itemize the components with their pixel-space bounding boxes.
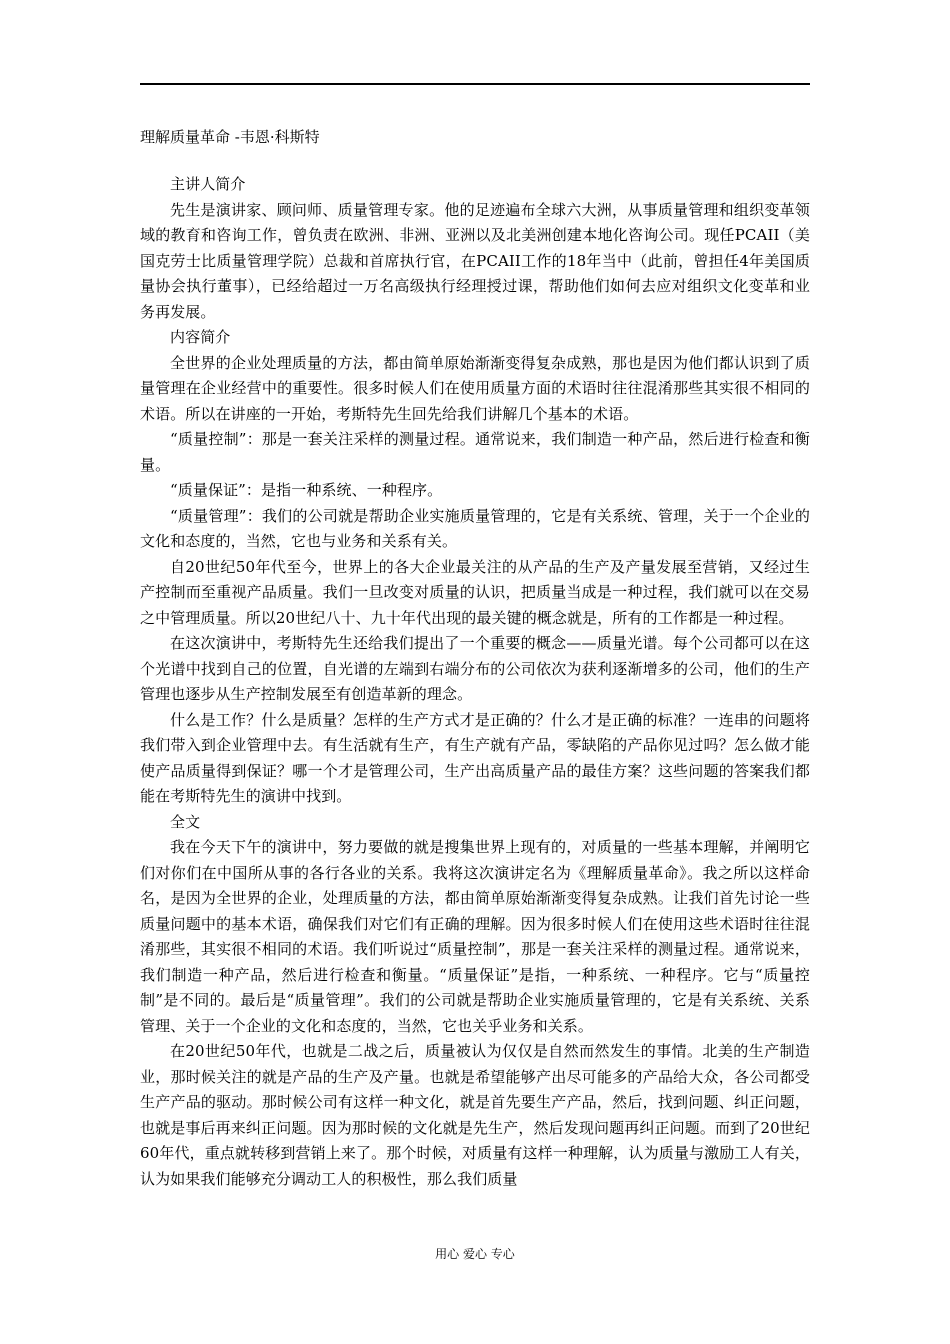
paragraph: “质量控制”：那是一套关注采样的测量过程。通常说来，我们制造一种产品，然后进行检查和衡量。 (140, 430, 810, 474)
document-body (140, 172, 810, 1192)
section-heading: 内容简介 (170, 328, 231, 346)
paragraph: 全世界的企业处理质量的方法，都由简单原始渐渐变得复杂成熟，那也是因为他们都认识到了质量管理在企业经营中的重要性。很多时候人们在使用质量方面的术语时往往混淆那些其实很不相同的术语。所以在讲座的一开始，考斯特先生回先给我们讲解几个基本的术语。 (140, 353, 810, 423)
document-title: 理解质量革命 -韦恩·科斯特 (140, 128, 320, 146)
paragraph: 在这次演讲中，考斯特先生还给我们提出了一个重要的概念——质量光谱。每个公司都可以在这个光谱中找到自己的位置，自光谱的左端到右端分布的公司依次为获利逐渐增多的公司，他们的生产管理也逐步从生产控制发展至有创造革新的理念。 (140, 634, 810, 703)
header-rule (140, 83, 810, 85)
paragraph: 在20世纪50年代，也就是二战之后，质量被认为仅仅是自然而然发生的事情。北美的生产制造业，那时候关注的就是产品的生产及产量。也就是希望能够产出尽可能多的产品给大众，各公司都受生产产品的驱动。那时候公司有这样一种文化，就是首先要生产产品，然后，找到问题、纠正问题，也就是事后再来纠正问题。因为那时候的文化就是先生产，然后发现问题再纠正问题。而到了20世纪60年代，重点就转移到营销上来了。那个时候，对质量有这样一种理解，认为质量与激励工人有关，认为如果我们能够充分调动工人的积极性，那么我们质量 (140, 1042, 810, 1188)
section-heading: 主讲人简介 (170, 175, 246, 193)
paragraph: 先生是演讲家、顾问师、质量管理专家。他的足迹遍布全球六大洲，从事质量管理和组织变革领域的教育和咨询工作，曾负责在欧洲、非洲、亚洲以及北美洲创建本地化咨询公司。现任PCAII（美国克劳士比质量管理学院）总裁和首席执行官，在PCAII工作的18年当中（此前，曾担任4年美国质量协会执行董事），已经给超过一万名高级执行经理授过课，帮助他们如何去应对组织文化变革和业务再发展。 (140, 200, 810, 321)
paragraph: “质量管理”：我们的公司就是帮助企业实施质量管理的，它是有关系统、管理，关于一个企业的文化和态度的，当然，它也与业务和关系有关。 (140, 506, 810, 550)
paragraph: 什么是工作？什么是质量？怎样的生产方式才是正确的？什么才是正确的标准？一连串的问题将我们带入到企业管理中去。有生活就有生产，有生产就有产品，零缺陷的产品你见过吗？怎么做才能使产品质量得到保证？哪一个才是管理公司，生产出高质量产品的最佳方案？这些问题的答案我们都能在考斯特先生的演讲中找到。 (140, 710, 810, 805)
page-footer: 用心 爱心 专心 (435, 1247, 515, 1261)
paragraph: “质量保证”：是指一种系统、一种程序。 (170, 481, 443, 499)
paragraph: 自20世纪50年代至今，世界上的各大企业最关注的从产品的生产及产量发展至营销，又经过生产控制而至重视产品质量。我们一旦改变对质量的认识，把质量当成是一种过程，我们就可以在交易之中管理质量。所以20世纪八十、九十年代出现的最关键的概念就是，所有的工作都是一种过程。 (140, 557, 810, 627)
paragraph: 我在今天下午的演讲中，努力要做的就是搜集世界上现有的，对质量的一些基本理解，并阐明它们对你们在中国所从事的各行各业的关系。我将这次演讲定名为《理解质量革命》。我之所以这样命名，是因为全世界的企业，处理质量的方法，都由简单原始渐渐变得复杂成熟。让我们首先讨论一些质量问题中的基本术语，确保我们对它们有正确的理解。因为很多时候人们在使用这些术语时往往混淆那些，其实很不相同的术语。我们听说过“质量控制”，那是一套关注采样的测量过程。通常说来，我们制造一种产品，然后进行检查和衡量。“质量保证”是指，一种系统、一种程序。它与“质量控制”是不同的。最后是“质量管理”。我们的公司就是帮助企业实施质量管理的，它是有关系统、关系管理、关于一个企业的文化和态度的，当然，它也关乎业务和关系。 (140, 838, 810, 1035)
section-heading: 全文 (170, 812, 201, 831)
